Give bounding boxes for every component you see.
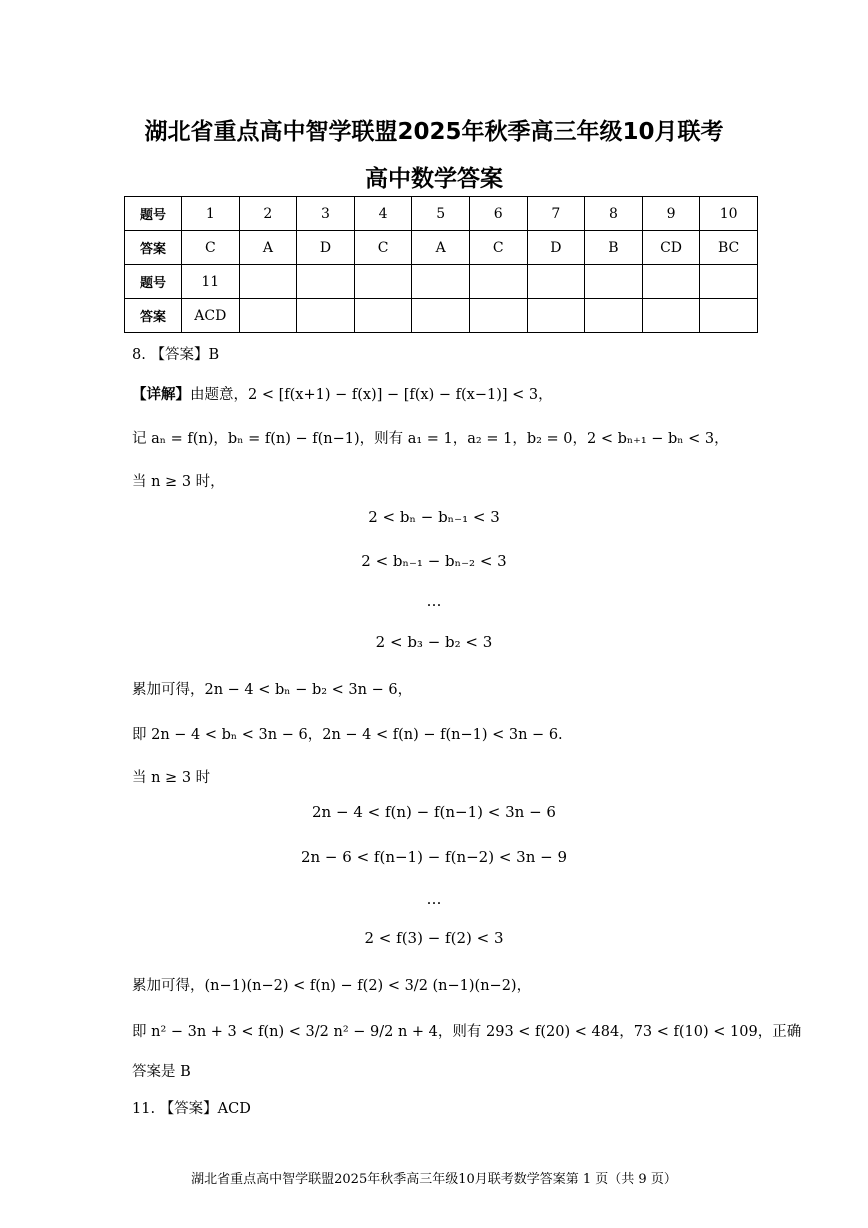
answer-table-cell: CD [642, 231, 700, 265]
answer-table-cell: C [354, 231, 412, 265]
answer-table-cell: 10 [700, 197, 758, 231]
q8-detail-line-7: 累加可得，(n−1)(n−2) < f(n) − f(2) < 3/2 (n−1)(n−2)， [132, 978, 532, 994]
q8-detail-line-9: 答案是 B [132, 1064, 191, 1080]
answer-table-cell [700, 299, 758, 333]
q8-detail-line-2: 记 aₙ = f(n)，bₙ = f(n) − f(n−1)，则有 a₁ = 1，a₂ = 1，b₂ = 0，2 < bₙ₊₁ − bₙ < 3， [132, 431, 729, 447]
equation-3: 2 < b₃ − b₂ < 3 [375, 633, 493, 651]
answer-table-row-label: 题号 [125, 197, 182, 231]
equation-1: 2 < bₙ − bₙ₋₁ < 3 [368, 508, 500, 526]
answer-table-cell: A [412, 231, 470, 265]
q8-detail-line-6: 当 n ≥ 3 时 [132, 770, 211, 786]
answer-table-cell [642, 299, 700, 333]
answer-table-cell: 6 [469, 197, 527, 231]
answer-table-cell [297, 265, 355, 299]
q8-detail-line-4: 累加可得，2n − 4 < bₙ − b₂ < 3n − 6， [132, 682, 413, 698]
answer-table-cell: BC [700, 231, 758, 265]
answer-table-cell [412, 299, 470, 333]
equation-5: 2n − 6 < f(n−1) − f(n−2) < 3n − 9 [300, 848, 568, 866]
answer-table-cell [297, 299, 355, 333]
equation-ellipsis-2: … [426, 890, 442, 908]
answer-table-cell: 4 [354, 197, 412, 231]
answer-table-cell [354, 265, 412, 299]
answer-table-cell: C [469, 231, 527, 265]
answer-table-row [125, 231, 758, 265]
answer-table-cell: 5 [412, 197, 470, 231]
answer-table-cell: B [585, 231, 643, 265]
answer-table-cell [585, 265, 643, 299]
q8-detail-line-8: 即 n² − 3n + 3 < f(n) < 3/2 n² − 9/2 n + 4，则有 293 < f(20) < 484，73 < f(10) < 109，正确 [132, 1024, 802, 1040]
answer-table-cell: D [527, 231, 585, 265]
answer-table-cell: C [182, 231, 240, 265]
answer-table-cell [700, 265, 758, 299]
page-footer: 湖北省重点高中智学联盟2025年秋季高三年级10月联考数学答案第 1 页（共 9 页） [191, 1172, 677, 1187]
answer-table-row-label: 答案 [125, 231, 182, 265]
answer-table-cell [585, 299, 643, 333]
equation-4: 2n − 4 < f(n) − f(n−1) < 3n − 6 [312, 803, 556, 821]
answer-table-cell [469, 299, 527, 333]
answer-table-row [125, 265, 758, 299]
answer-table-cell [354, 299, 412, 333]
equation-6: 2 < f(3) − f(2) < 3 [364, 929, 504, 947]
answer-table-cell [527, 299, 585, 333]
document-subtitle: 高中数学答案 [365, 166, 503, 192]
answer-table-cell: 8 [585, 197, 643, 231]
detail-text: 由题意，2 < [f(x+1) − f(x)] − [f(x) − f(x−1)] < 3， [190, 387, 553, 403]
answer-table-cell: 11 [182, 265, 240, 299]
answer-table-cell [642, 265, 700, 299]
answer-table-cell [239, 265, 297, 299]
answer-table-cell [527, 265, 585, 299]
answer-table [124, 196, 758, 333]
answer-table-cell: 2 [239, 197, 297, 231]
answer-table-cell: 7 [527, 197, 585, 231]
answer-table-cell: ACD [182, 299, 240, 333]
answer-table-row-label: 题号 [125, 265, 182, 299]
answer-table-cell [239, 299, 297, 333]
q8-detail-line-1 [132, 383, 553, 404]
answer-table-row-label: 答案 [125, 299, 182, 333]
answer-table-cell: D [297, 231, 355, 265]
equation-2: 2 < bₙ₋₁ − bₙ₋₂ < 3 [361, 552, 507, 570]
q8-detail-line-3: 当 n ≥ 3 时， [132, 474, 225, 490]
answer-table-cell [469, 265, 527, 299]
detail-label: 【详解】 [132, 387, 190, 403]
answer-table-cell [412, 265, 470, 299]
answer-table-cell: 1 [182, 197, 240, 231]
answer-table-cell: A [239, 231, 297, 265]
answer-table-cell: 9 [642, 197, 700, 231]
answer-table-row [125, 197, 758, 231]
equation-ellipsis-1: … [426, 592, 442, 610]
q8-detail-line-5: 即 2n − 4 < bₙ < 3n − 6，2n − 4 < f(n) − f(n−1) < 3n − 6. [132, 727, 563, 743]
q11-answer-header: 11. 【答案】ACD [132, 1101, 251, 1117]
document-title: 湖北省重点高中智学联盟2025年秋季高三年级10月联考 [144, 119, 724, 145]
answer-table-row [125, 299, 758, 333]
answer-table-cell: 3 [297, 197, 355, 231]
q8-answer-header: 8. 【答案】B [132, 347, 220, 363]
